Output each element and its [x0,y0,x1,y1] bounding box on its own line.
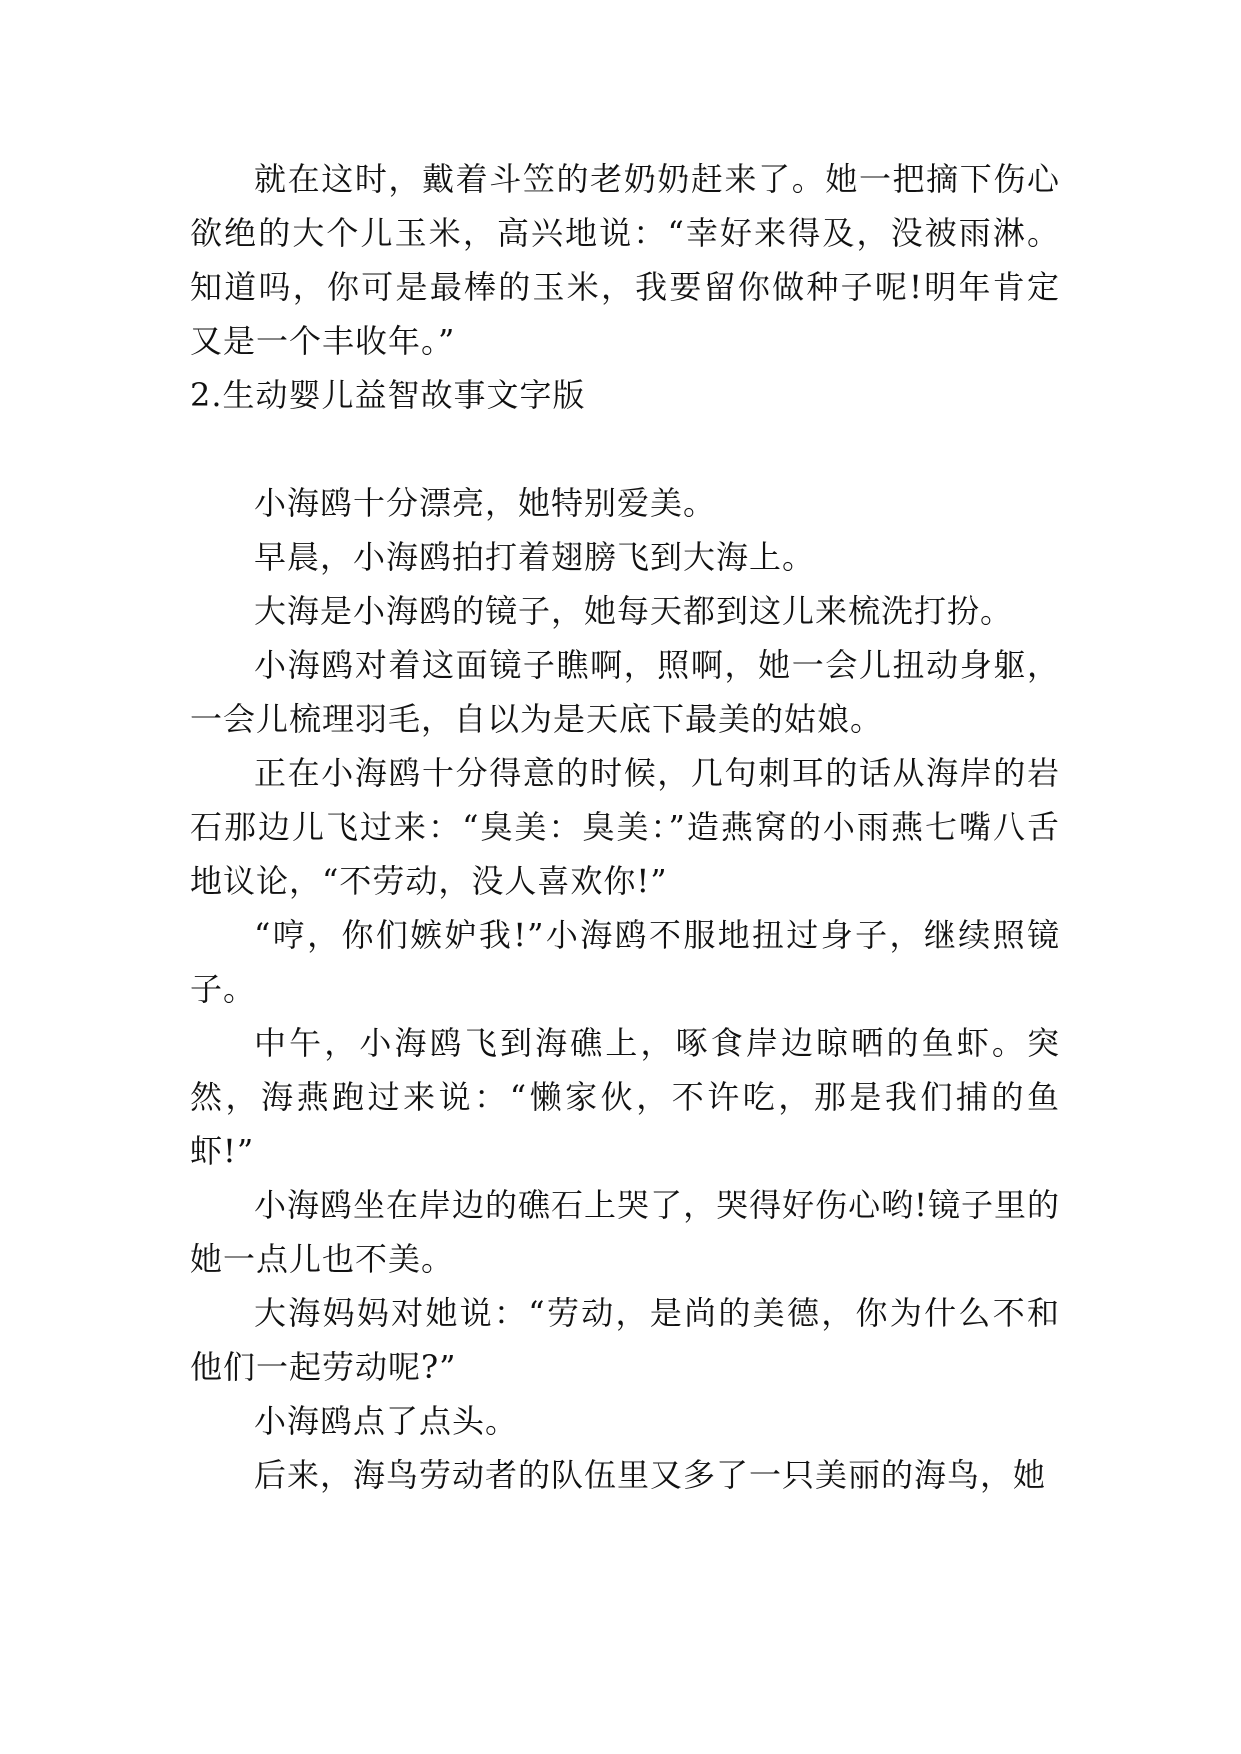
story-paragraph: 正在小海鸥十分得意的时候，几句刺耳的话从海岸的岩石那边儿飞过来：“臭美：臭美：”造燕窝的小雨燕七嘴八舌地议论，“不劳动，没人喜欢你!” [190,754,1060,900]
story-paragraph: “哼，你们嫉妒我!”小海鸥不服地扭过身子，继续照镜子。 [190,916,1060,1008]
story-paragraph: 早晨，小海鸥拍打着翅膀飞到大海上。 [254,538,816,576]
section-heading: 2.生动婴儿益智故事文字版 [190,376,586,414]
section-spacer [190,422,1060,476]
story-paragraph: 大海妈妈对她说：“劳动，是尚的美德，你为什么不和他们一起劳动呢?” [190,1294,1060,1386]
story-paragraph: 小海鸥坐在岸边的礁石上哭了，哭得好伤心哟!镜子里的她一点儿也不美。 [190,1186,1060,1278]
story-paragraph: 后来，海鸟劳动者的队伍里又多了一只美丽的海鸟，她 [254,1456,1047,1494]
story-paragraph: 小海鸥对着这面镜子瞧啊，照啊，她一会儿扭动身躯，一会儿梳理羽毛，自以为是天底下最美的姑娘。 [190,646,1060,738]
story-paragraph: 中午，小海鸥飞到海礁上，啄食岸边晾晒的鱼虾。突然，海燕跑过来说：“懒家伙，不许吃，那是我们捕的鱼虾!” [190,1024,1060,1170]
intro-paragraph: 就在这时，戴着斗笠的老奶奶赶来了。她一把摘下伤心欲绝的大个儿玉米，高兴地说：“幸好来得及，没被雨淋。知道吗，你可是最棒的玉米，我要留你做种子呢!明年肯定又是一个丰收年。” [190,160,1060,360]
story-paragraph: 小海鸥点了点头。 [254,1402,519,1440]
story-paragraph: 大海是小海鸥的镜子，她每天都到这儿来梳洗打扮。 [254,592,1014,630]
document-body [190,152,1060,1502]
story-paragraph: 小海鸥十分漂亮，她特别爱美。 [254,484,717,522]
